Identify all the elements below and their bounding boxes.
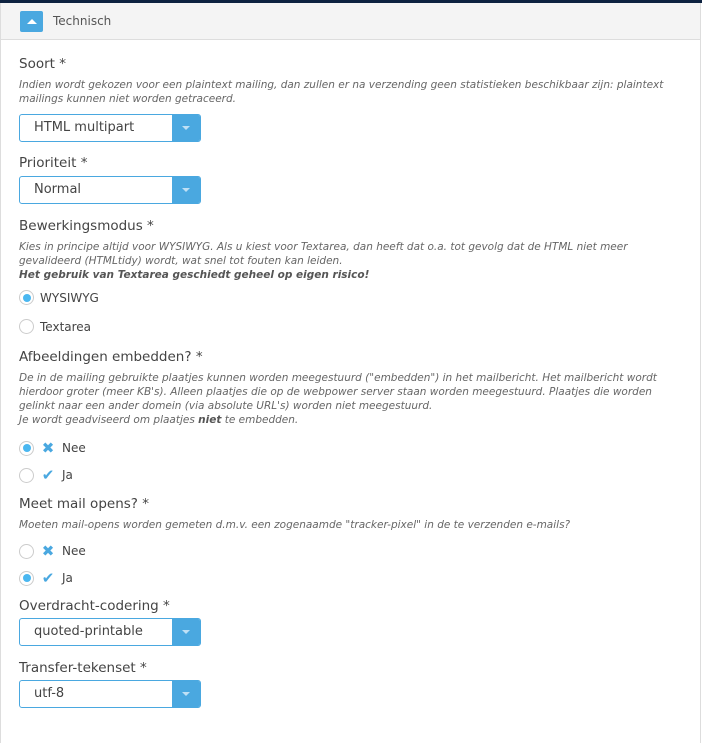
overdracht-value: quoted-printable <box>34 624 143 639</box>
dropdown-button[interactable] <box>172 115 200 141</box>
caret-up-icon <box>27 19 37 24</box>
dropdown-button[interactable] <box>172 681 200 707</box>
chevron-down-icon <box>182 630 190 634</box>
radio-label: Ja <box>62 571 73 585</box>
radio-embed-nee[interactable] <box>19 439 86 457</box>
overdracht-select[interactable] <box>19 618 201 646</box>
prioriteit-select[interactable] <box>19 176 201 204</box>
transfer-select[interactable] <box>19 680 201 708</box>
dropdown-button[interactable] <box>172 177 200 203</box>
opens-description: Moeten mail-opens worden gemeten d.m.v. een zogenaamde "tracker-pixel" in de te verzenden e-mails? <box>19 519 571 531</box>
radio-circle[interactable] <box>19 468 34 483</box>
radio-label: Textarea <box>40 319 92 334</box>
radio-opens-ja[interactable] <box>19 569 73 587</box>
check-icon: ✔ <box>41 466 55 484</box>
chevron-down-icon <box>182 692 190 696</box>
radio-wysiwyg[interactable] <box>19 290 99 305</box>
soort-select[interactable] <box>19 114 201 142</box>
radio-label: Nee <box>62 544 86 558</box>
afbeeldingen-description <box>19 371 684 427</box>
radio-circle[interactable] <box>19 544 34 559</box>
prioriteit-label: Prioriteit * <box>19 155 88 171</box>
description-text: De in de mailing gebruikte plaatjes kunnen worden meegestuurd ("embedden") in het mailbericht. Het mailbericht wordt hierdoor groter (meer KB's). Alleen plaatjes die op de webpower server staan worden meegestuurd. Plaatjes die worden gelinkt naar een ander domein (via absolute URL's) worden niet meegestuurd. <box>19 372 657 412</box>
bewerkingsmodus-description <box>19 240 684 282</box>
radio-embed-ja[interactable] <box>19 466 73 484</box>
warning-text: Het gebruik van Textarea geschiedt geheel op eigen risico! <box>19 269 370 281</box>
collapse-button[interactable] <box>20 11 43 32</box>
afbeeldingen-label: Afbeeldingen embedden? * <box>19 349 203 365</box>
x-icon: ✖ <box>41 542 55 560</box>
radio-label: Ja <box>62 468 73 482</box>
bewerkingsmodus-label: Bewerkingsmodus * <box>19 218 154 234</box>
advice-text: te embedden. <box>221 414 299 426</box>
soort-description: Indien wordt gekozen voor een plaintext mailing, dan zullen er na verzending geen statistieken beschikbaar zijn: plaintext mailings kunnen niet worden getraceerd. <box>19 79 664 105</box>
radio-textarea[interactable] <box>19 319 91 334</box>
opens-label: Meet mail opens? * <box>19 496 149 512</box>
transfer-label: Transfer-tekenset * <box>19 660 147 676</box>
check-icon: ✔ <box>41 569 55 587</box>
advice-text: Je wordt geadviseerd om plaatjes <box>19 414 199 426</box>
radio-circle[interactable] <box>19 290 34 305</box>
radio-circle[interactable] <box>19 441 34 456</box>
advice-bold: niet <box>198 414 222 426</box>
prioriteit-value: Normal <box>34 182 82 197</box>
panel-title: Technisch <box>53 14 112 28</box>
overdracht-label: Overdracht-codering * <box>19 598 170 614</box>
chevron-down-icon <box>182 126 190 130</box>
dropdown-button[interactable] <box>172 619 200 645</box>
radio-circle[interactable] <box>19 571 34 586</box>
x-icon: ✖ <box>41 439 55 457</box>
chevron-down-icon <box>182 188 190 192</box>
description-text: Kies in principe altijd voor WYSIWYG. Als u kiest voor Textarea, dan heeft dat o.a. tot gevolg dat de HTML niet meer gevalideerd (HTMLtidy) wordt, wat snel tot fouten kan leiden. <box>19 241 628 267</box>
transfer-value: utf-8 <box>34 686 65 701</box>
soort-label: Soort * <box>19 56 66 72</box>
panel-header[interactable] <box>1 3 700 40</box>
radio-circle[interactable] <box>19 319 34 334</box>
radio-opens-nee[interactable] <box>19 542 86 560</box>
radio-label: WYSIWYG <box>40 290 99 305</box>
radio-label: Nee <box>62 441 86 455</box>
soort-value: HTML multipart <box>34 120 135 135</box>
